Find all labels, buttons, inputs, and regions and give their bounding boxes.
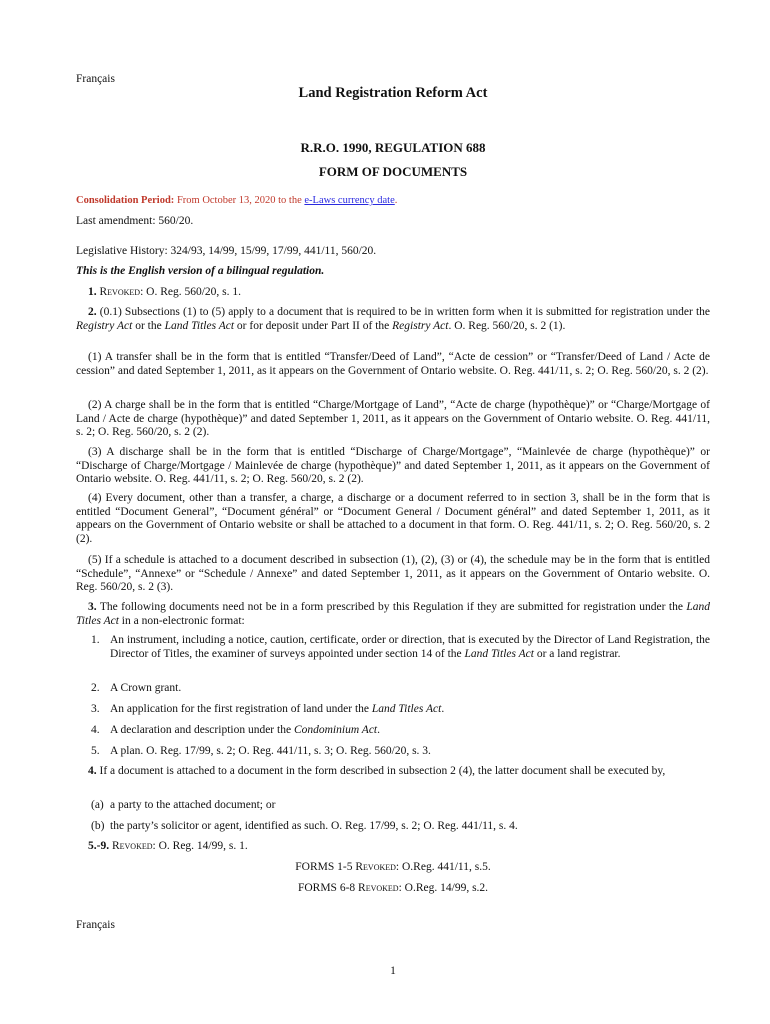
list-item-text-a: An application for the first registration of land under the (110, 703, 372, 715)
section-3-text-b: in a non-electronic format: (118, 614, 245, 627)
last-amendment: Last amendment: 560/20. (76, 215, 194, 227)
list-item (91, 820, 710, 834)
list-item (91, 703, 710, 717)
list-item-text (110, 682, 710, 696)
section-4-text: If a document is attached to a document in the form described in subsection 2 (4), the latter document shall be executed by, (96, 765, 666, 777)
legislative-history: Legislative History: 324/93, 14/99, 15/99, 17/99, 441/11, 560/20. (76, 245, 377, 257)
list-item-number: 1. (91, 634, 100, 646)
list-item (91, 799, 710, 813)
list-item-number: 5. (91, 745, 100, 757)
land-titles-act-ref-3: Land Titles Act (76, 601, 710, 627)
consolidation-label: Consolidation Period: (76, 195, 175, 206)
consolidation-end: . (394, 195, 398, 206)
section-2-text-d: . O. Reg. 560/20, s. 2 (1). (448, 319, 566, 332)
consolidation-period (76, 194, 397, 208)
francais-link-top[interactable]: Français (76, 73, 115, 85)
forms-1-5-revoked: Revoked (355, 861, 396, 873)
list-item-number: 3. (91, 703, 100, 715)
page-number: 1 (390, 965, 396, 977)
e-laws-currency-date-link[interactable]: e-Laws currency date (304, 195, 395, 206)
list-item (91, 634, 710, 661)
section-4-number: 4. (88, 765, 97, 777)
forms-1-5 (76, 861, 710, 875)
list-item (91, 682, 710, 696)
registry-act-ref-2: Registry Act (392, 319, 449, 332)
list-item-text (110, 745, 710, 759)
sections-5-9-revoked: Revoked (111, 840, 153, 852)
section-2-intro (76, 306, 710, 333)
list-item-text (110, 724, 710, 738)
bilingual-note: This is the English version of a bilingual regulation. (76, 265, 325, 277)
list-item-text (110, 703, 710, 717)
regulation-title: FORM OF DOCUMENTS (318, 164, 468, 179)
list-item-text-b: . (377, 724, 380, 736)
list-item-text-a: An instrument, including a notice, caution, certificate, order or direction, that is executed by the Director of Land Registration, the Director of Titles, the examiner of surveys appointed under section 14 of the (110, 634, 710, 660)
section-1 (76, 286, 710, 300)
section-2-2: (2) A charge shall be in the form that is entitled “Charge/Mortgage of Land”, “Acte de charge (hypothèque)” or “Charge/Mortgage of Land / Acte de charge (hypothèque)” and dated September 1, 2011, as it appears on the Government of Ontario website. O. Reg. 441/11, s. 2; O. Reg. 560/20, s. 2 (2). (76, 399, 710, 438)
forms-6-8 (76, 882, 710, 896)
list-item (91, 745, 710, 759)
sections-5-9 (76, 840, 710, 854)
list-item-act: Land Titles Act (371, 703, 442, 715)
section-3-text-a: The following documents need not be in a form prescribed by this Regulation if they are submitted for registration under the (96, 601, 687, 613)
list-item-text-a: A declaration and description under the (110, 724, 294, 736)
section-2-5: (5) If a schedule is attached to a document described in subsection (1), (2), (3) or (4), the schedule may be in the form that is entitled “Schedule”, “Annexe” or “Schedule / Annexe” and dated September 1, 2011, as it appears on the Government of Ontario website. O. Reg. 560/20, s. 2 (3). (76, 554, 710, 593)
list-item (91, 724, 710, 738)
list-item-number: (a) (91, 799, 104, 811)
act-title: Land Registration Reform Act (298, 85, 488, 101)
section-1-citation: O. Reg. 560/20, s. 1. (143, 286, 242, 298)
section-2-text-a: (0.1) Subsections (1) to (5) apply to a document that is required to be in written form when it is submitted for registration under the (96, 306, 710, 318)
list-item-text-a: A Crown grant. (110, 682, 182, 694)
list-item-text: the party’s solicitor or agent, identified as such. O. Reg. 17/99, s. 2; O. Reg. 441/11, s. 4. (110, 820, 518, 832)
section-1-number: 1. (88, 286, 97, 298)
sections-5-9-citation: : O. Reg. 14/99, s. 1. (152, 840, 248, 852)
sections-5-9-number: 5.-9. (88, 840, 110, 852)
section-1-revoked: Revoked (99, 286, 141, 298)
list-item-text-b: or a land registrar. (533, 647, 621, 660)
forms-6-8-label: FORMS 6-8 (297, 882, 359, 894)
list-item-number: 2. (91, 682, 100, 694)
forms-1-5-citation: : O.Reg. 441/11, s.5. (395, 861, 491, 873)
section-2-3: (3) A discharge shall be in the form that is entitled “Discharge of Charge/Mortgage”, “Mainlevée de charge (hypothèque)” or “Discharge of Charge/Mortgage / Mainlevée de charge (hypothèque)” and dated September 1, 2011, as it appears on the Government of Ontario website. O. Reg. 441/11, s. 2; O. Reg. 560/20, s. 2 (2). (76, 446, 710, 485)
list-item-text-b: . (441, 703, 445, 715)
list-item-act: Condominium Act (293, 724, 378, 736)
list-item-act: Land Titles Act (464, 647, 534, 660)
section-1-colon: : (140, 286, 144, 298)
section-4 (76, 765, 710, 779)
section-2-number: 2. (88, 306, 97, 318)
registry-act-ref: Registry Act (76, 319, 133, 332)
section-2-text-c: or for deposit under Part II of the (234, 319, 393, 332)
francais-link-bottom[interactable]: Français (76, 919, 115, 931)
section-3-intro (76, 601, 710, 628)
consolidation-text: From October 13, 2020 to the (174, 195, 305, 206)
list-item-number: 4. (91, 724, 100, 736)
forms-6-8-citation: : O.Reg. 14/99, s.2. (398, 882, 489, 894)
list-item-text: a party to the attached document; or (110, 799, 276, 811)
list-item-number: (b) (91, 820, 105, 832)
section-2-text-b: or the (132, 319, 165, 332)
list-item-text-a: A plan. O. Reg. 17/99, s. 2; O. Reg. 441/11, s. 3; O. Reg. 560/20, s. 3. (110, 745, 431, 757)
forms-6-8-revoked: Revoked (358, 882, 399, 894)
section-2-4: (4) Every document, other than a transfer, a charge, a discharge or a document referred to in section 3, shall be in the form that is entitled “Document General”, “Document général” or “Document General / Document général” and dated September 1, 2011, as it appears on the Government of Ontario website or shall be attached to a document in that form. O. Reg. 441/11, s. 2; O. Reg. 560/20, s. 2 (2). (76, 492, 710, 545)
forms-1-5-label: FORMS 1-5 (295, 861, 356, 873)
section-3-number: 3. (88, 601, 97, 613)
regulation-number: R.R.O. 1990, REGULATION 688 (300, 140, 486, 155)
section-2-1: (1) A transfer shall be in the form that is entitled “Transfer/Deed of Land”, “Acte de cession” or “Transfer/Deed of Land / Acte de cession” and dated September 1, 2011, as it appears on the Government of Ontario website. O. Reg. 441/11, s. 2; O. Reg. 560/20, s. 2 (2). (76, 351, 710, 377)
list-item-text (110, 634, 710, 661)
land-titles-act-ref: Land Titles Act (164, 319, 235, 332)
